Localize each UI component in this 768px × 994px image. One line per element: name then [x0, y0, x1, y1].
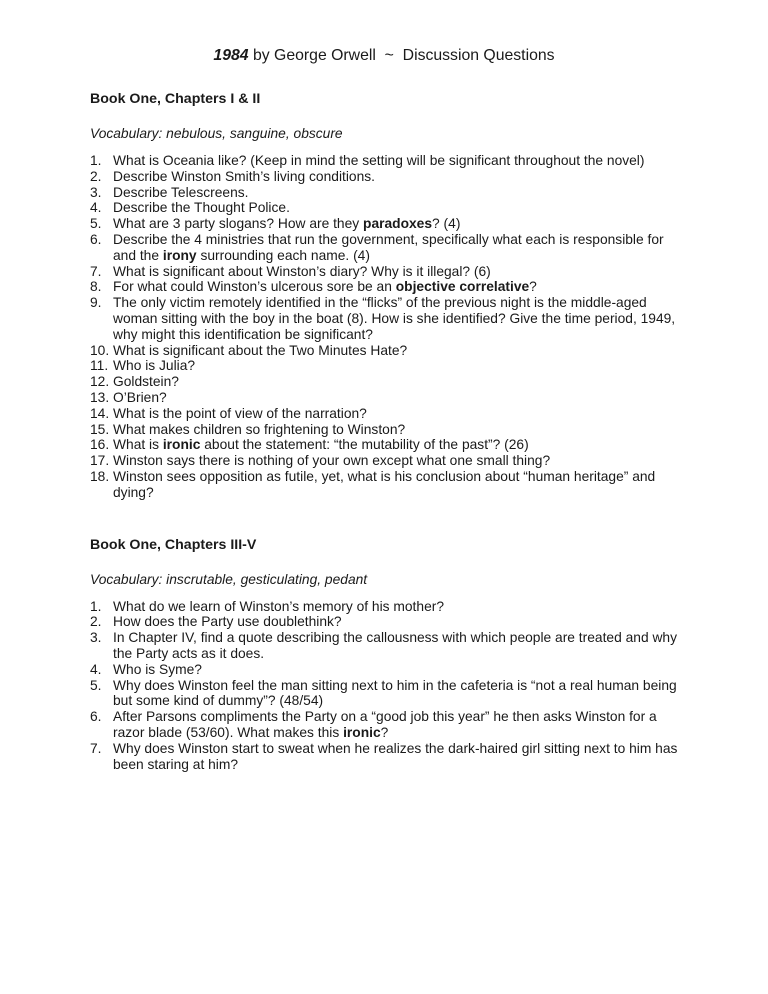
question-text [113, 390, 678, 406]
question-number: 10. [90, 342, 110, 358]
question-text [113, 662, 678, 678]
vocabulary-line: Vocabulary: nebulous, sanguine, obscure [90, 126, 343, 141]
question-text [113, 741, 678, 773]
question-text-segment: ? [380, 724, 389, 740]
question-text-segment: What is [113, 437, 163, 453]
sections-container [90, 91, 678, 772]
question-text-segment: Goldstein? [113, 374, 179, 390]
vocabulary-line: Vocabulary: inscrutable, gesticulating, pedant [90, 571, 368, 587]
question-text [113, 232, 678, 264]
question-item [90, 678, 678, 710]
question-text [113, 437, 678, 453]
question-text-segment: In Chapter IV, find a quote describing the callousness with which people are treated and why the Party acts as it does. [113, 630, 677, 661]
question-text [113, 264, 678, 280]
question-number: 16. [90, 437, 110, 453]
question-text [113, 422, 678, 438]
question-item [90, 741, 678, 773]
question-item [90, 406, 678, 422]
question-text-segment: irony [162, 247, 197, 263]
question-text-segment: Winston sees opposition as futile, yet, what is his conclusion about “human heritage” and dying? [113, 468, 656, 500]
question-text [113, 406, 678, 422]
question-text-segment: What is significant about the Two Minutes Hate? [113, 342, 408, 358]
question-text [113, 169, 678, 185]
title-segment: by George Orwell ~ Discussion Questions [248, 47, 555, 64]
question-item [90, 709, 678, 741]
question-text [113, 614, 678, 630]
question-number: 3. [90, 184, 102, 200]
question-number: 14. [90, 405, 110, 421]
question-number: 6. [90, 231, 102, 247]
question-item [90, 200, 678, 216]
question-text-segment: The only victim remotely identified in the “flicks” of the previous night is the middle-aged woman sitting with the boy in the boat (8). How is she identified? Give the time period, 1949, why might this identification be significant? [113, 295, 676, 342]
question-text [113, 469, 678, 501]
question-text-segment: ? [529, 279, 537, 295]
question-number: 11. [90, 358, 109, 374]
question-text-segment: What is significant about Winston’s diary? Why is it illegal? (6) [113, 263, 491, 279]
question-number: 1. [90, 153, 102, 168]
question-text [113, 185, 678, 201]
question-item [90, 358, 678, 374]
question-number: 4. [90, 661, 102, 677]
question-number: 18. [90, 468, 110, 484]
question-text-segment: Describe the 4 ministries that run the government, specifically what each is responsible for and the [113, 231, 664, 263]
question-text-segment: Who is Julia? [113, 358, 196, 374]
question-text-segment: What do we learn of Winston’s memory of his mother? [113, 598, 445, 614]
question-text-segment: Why does Winston feel the man sitting next to him in the cafeteria is “not a real human being but some kind of dummy”? (48/54) [113, 677, 677, 709]
question-text-segment: How does the Party use doublethink? [113, 614, 342, 630]
question-text [113, 453, 678, 469]
question-text [113, 709, 678, 741]
question-number: 2. [90, 168, 102, 184]
question-text-segment: Describe the Thought Police. [113, 200, 290, 216]
question-item [90, 614, 678, 630]
question-text-segment: For what could Winston’s ulcerous sore be an [113, 279, 396, 295]
question-item [90, 390, 678, 406]
question-text-segment: objective correlative [395, 279, 530, 295]
question-text-segment: paradoxes [363, 216, 433, 232]
question-text-segment: What makes children so frightening to Winston? [113, 421, 406, 437]
question-number: 12. [90, 374, 110, 390]
question-text [113, 374, 678, 390]
question-item [90, 185, 678, 201]
question-text [113, 343, 678, 359]
document-title [90, 46, 678, 66]
question-item [90, 153, 678, 169]
question-number: 1. [90, 598, 102, 614]
question-text [113, 678, 678, 710]
question-text [113, 216, 678, 232]
question-number: 4. [90, 200, 102, 216]
question-item [90, 453, 678, 469]
question-item [90, 630, 678, 662]
question-item [90, 169, 678, 185]
question-item [90, 599, 678, 615]
question-text-segment: Who is Syme? [113, 661, 202, 677]
question-text [113, 358, 678, 374]
question-text [113, 295, 678, 342]
question-text-segment: Why does Winston start to sweat when he realizes the dark-haired girl sitting next to him has been staring at him? [113, 740, 678, 772]
question-number: 15. [90, 421, 110, 437]
question-item [90, 264, 678, 280]
question-text-segment: ironic [343, 724, 381, 740]
question-number: 17. [90, 453, 110, 469]
question-item [90, 662, 678, 678]
question-text [113, 599, 678, 615]
question-number: 5. [90, 216, 102, 232]
question-item [90, 343, 678, 359]
question-item [90, 437, 678, 453]
question-item [90, 216, 678, 232]
question-number: 13. [90, 389, 110, 405]
section-heading: Book One, Chapters III-V [90, 536, 257, 553]
question-text [113, 279, 678, 295]
question-list [90, 599, 678, 773]
question-number: 9. [90, 295, 102, 311]
question-text [113, 200, 678, 216]
question-section [90, 91, 678, 501]
question-number: 8. [90, 279, 102, 295]
question-text-segment: surrounding each name. (4) [196, 247, 370, 263]
question-text-segment: ? (4) [432, 216, 461, 232]
question-number: 2. [90, 614, 102, 630]
question-text [113, 630, 678, 662]
question-text-segment: Describe Winston Smith’s living conditions. [113, 168, 375, 184]
question-item [90, 295, 678, 342]
question-number: 7. [90, 263, 102, 279]
question-text-segment: After Parsons compliments the Party on a “good job this year” he then asks Winston for a razor blade (53/60). What makes this [113, 709, 657, 740]
question-number: 3. [90, 630, 102, 646]
question-number: 7. [90, 740, 102, 756]
section-heading: Book One, Chapters I & II [90, 91, 261, 107]
question-text-segment: What are 3 party slogans? How are they [113, 216, 364, 232]
question-number: 5. [90, 677, 102, 693]
question-item [90, 469, 678, 501]
question-item [90, 422, 678, 438]
question-text-segment: Winston says there is nothing of your own except what one small thing? [113, 453, 551, 469]
question-text-segment: ironic [162, 437, 201, 453]
question-text-segment: about the statement: “the mutability of the past”? (26) [200, 437, 529, 453]
question-text-segment: What is Oceania like? (Keep in mind the setting will be significant throughout the novel) [113, 153, 645, 168]
question-number: 6. [90, 709, 102, 725]
question-list [90, 153, 678, 501]
title-segment: 1984 [213, 47, 249, 64]
question-item [90, 374, 678, 390]
question-text-segment: O’Brien? [113, 389, 167, 405]
question-item [90, 279, 678, 295]
question-text-segment: Describe Telescreens. [113, 184, 249, 200]
question-item [90, 232, 678, 264]
question-text [113, 153, 678, 169]
question-text-segment: What is the point of view of the narration? [113, 405, 367, 421]
question-section [90, 537, 678, 773]
